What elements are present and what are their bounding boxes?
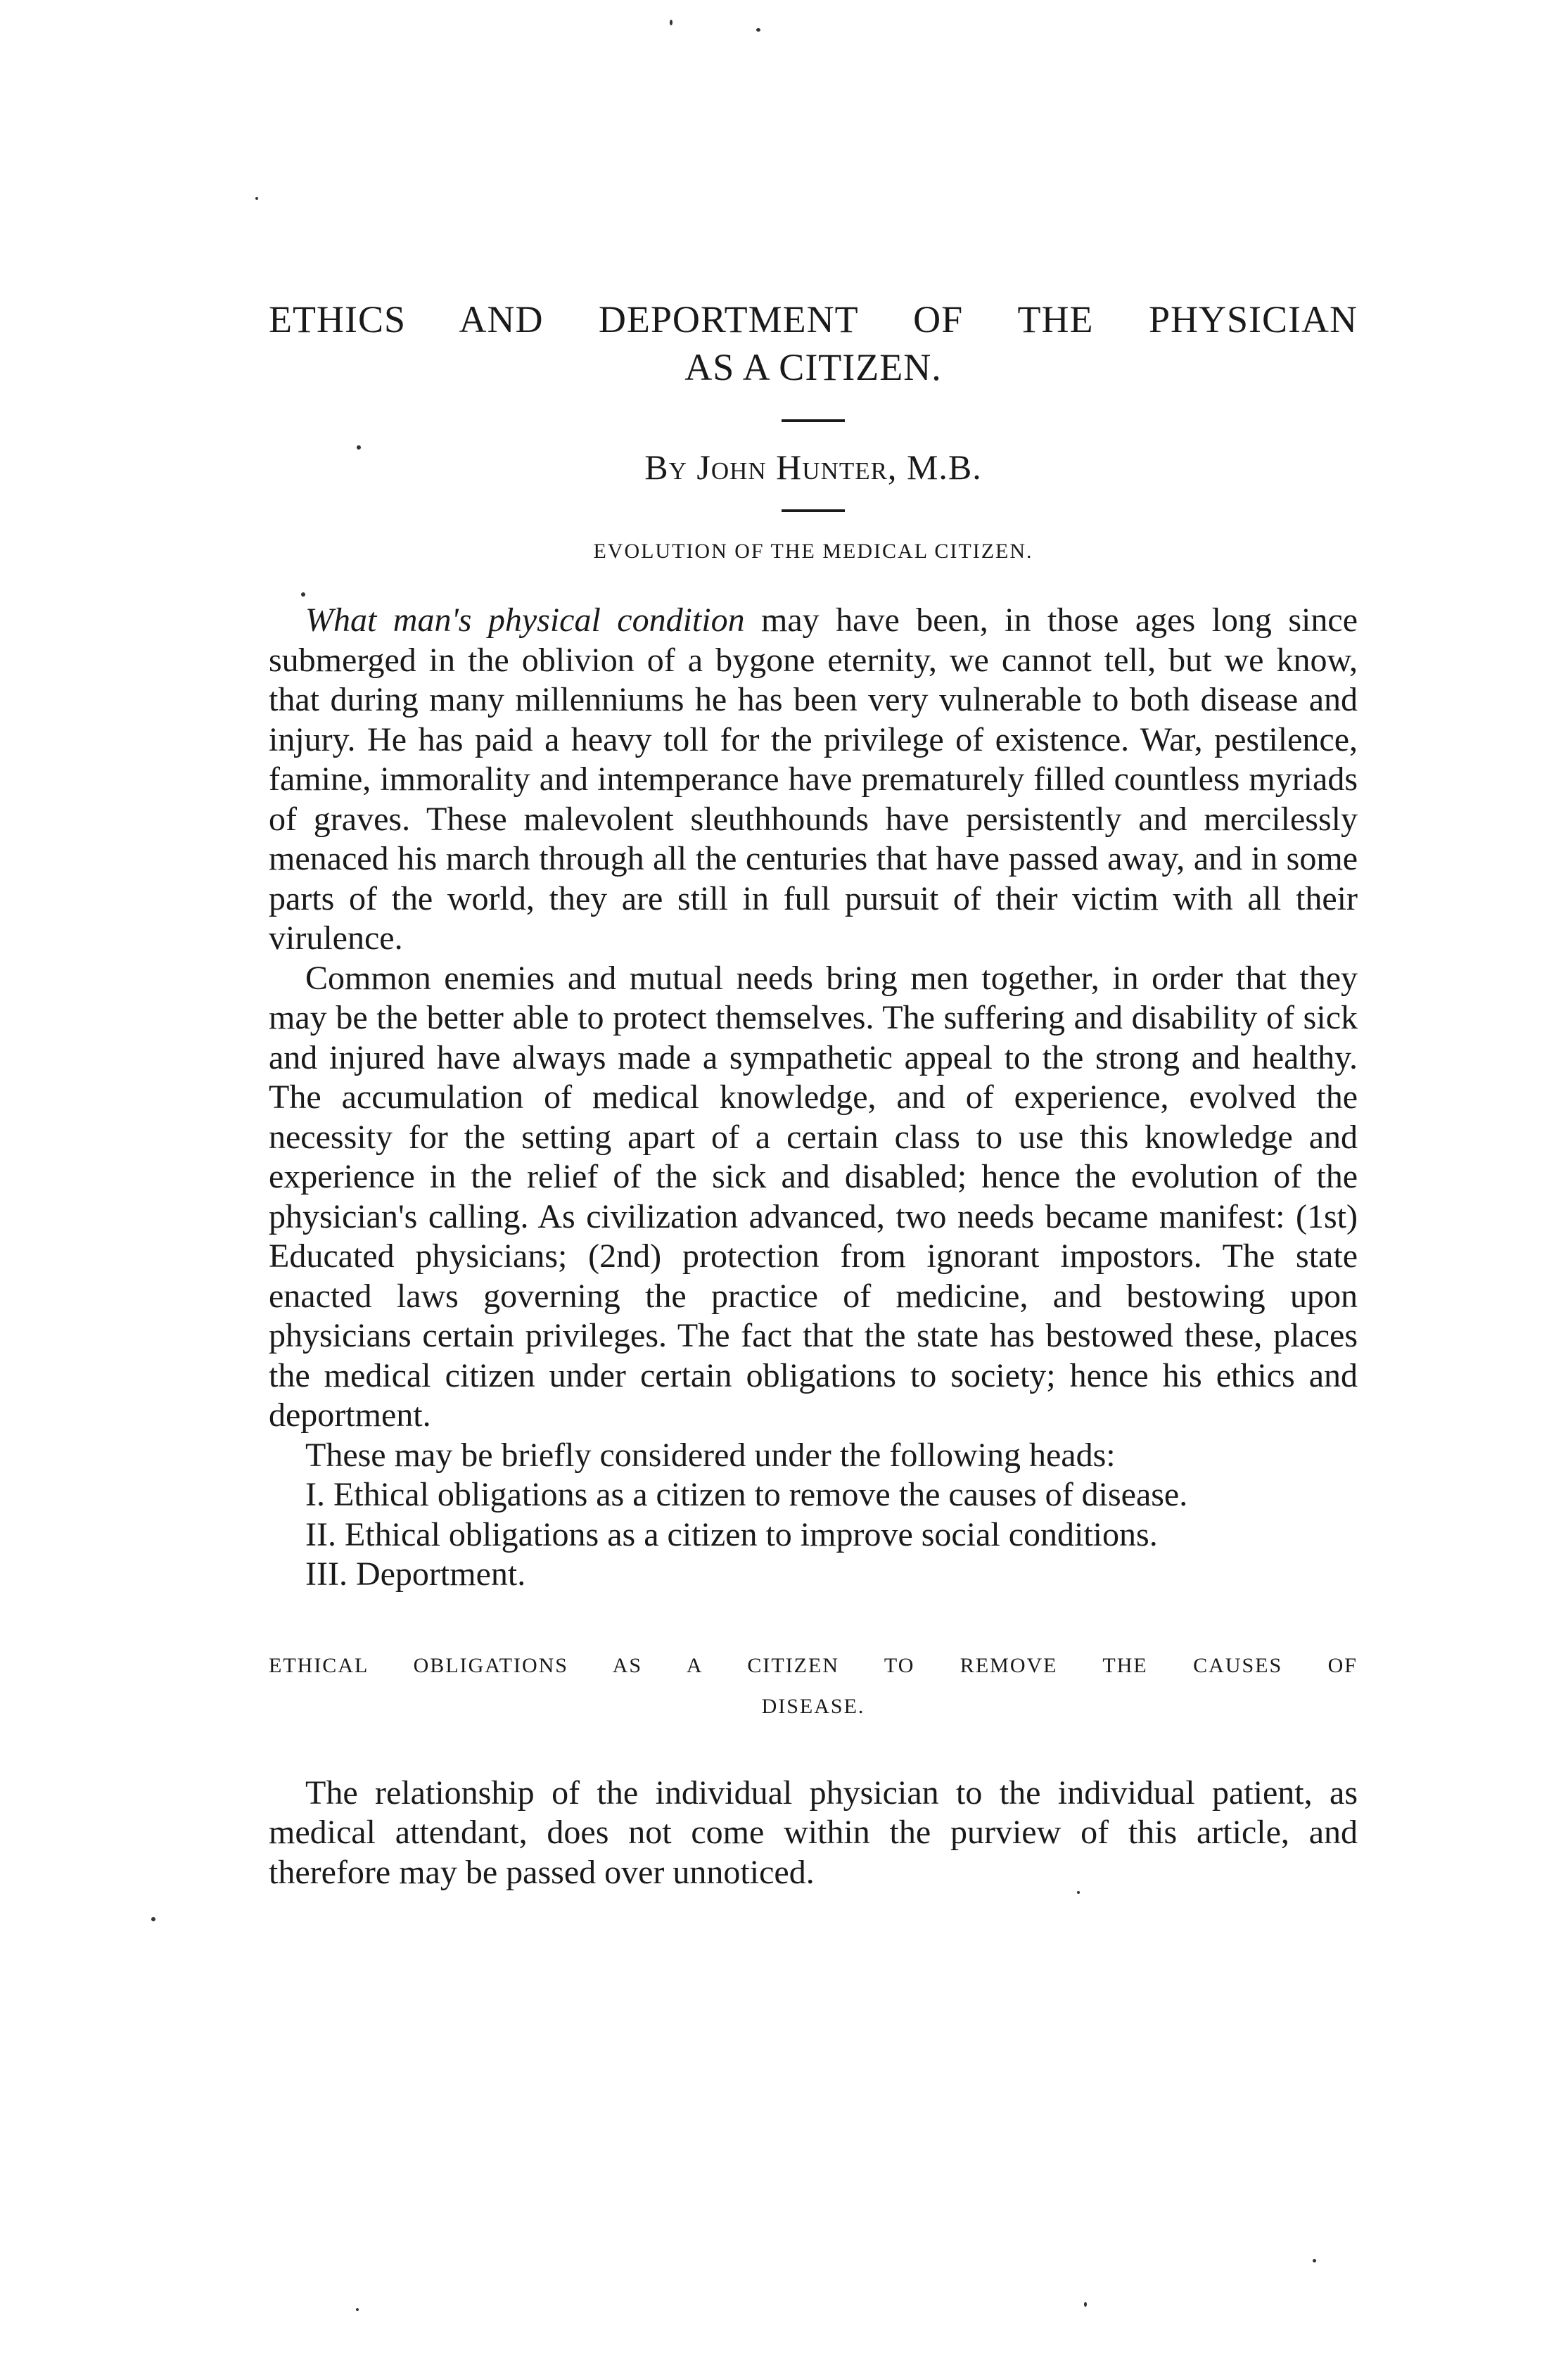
scan-speck [756,28,760,32]
author-degree: M.B. [906,447,982,487]
article-title-line-1: ETHICS AND DEPORTMENT OF THE PHYSICIAN [269,298,1358,340]
title-divider [782,419,845,422]
scan-speck [255,197,258,200]
scan-speck [356,2308,359,2311]
list-item-2: II. Ethical obligations as a citizen to improve social conditions. [305,1515,1158,1553]
section-heading-obligations [269,1645,1358,1727]
scan-speck [357,445,361,450]
author-name: John Hunter, [696,447,898,487]
byline-divider [782,509,845,512]
scan-speck [1313,2259,1316,2262]
scan-speck [1084,2302,1087,2307]
section-heading-evolution: EVOLUTION OF THE MEDICAL CITIZEN. [593,540,1033,563]
article-title-line-2: AS A CITIZEN. [684,346,942,388]
paragraph-1 [269,601,1358,959]
paragraph-4: The relationship of the individual physician to the individual patient, as medical attendant, does not come within the purview of this article, and therefore may be passed over unnoticed. [269,1774,1358,1891]
list-item-3: III. Deportment. [305,1555,526,1593]
scan-speck [670,20,673,25]
section-heading-obligations-line-1: ETHICAL OBLIGATIONS AS A CITIZEN TO REMOVE THE CAUSES OF [269,1653,1358,1677]
list-item-1: I. Ethical obligations as a citizen to remove the causes of disease. [305,1476,1188,1513]
article-page [269,295,1358,1892]
byline [269,446,1358,488]
paragraph-1-italic-opening: What man's physical condition [305,601,745,639]
paragraph-2: Common enemies and mutual needs bring men together, in order that they may be the better able to protect themselves. The suffering and disability of sick and injured have always made a sympathetic appeal to the strong and healthy. The accumulation of medical knowledge, and of experience, evolved the necessity for the setting apart of a certain class to use this knowledge and experience in the relief of the sick and disabled; hence the evolution of the physician's calling. As civilization advanced, two needs became manifest: (1st) Educated physicians; (2nd) protection from ignorant impostors. The state enacted laws governing the practice of medicine, and bestowing upon physicians certain privileges. The fact that the state has bestowed these, places the medical citizen under certain obligations to society; hence his ethics and deportment. [269,959,1358,1434]
paragraph-3: These may be briefly considered under the following heads: [305,1436,1116,1474]
scan-speck [151,1917,155,1921]
paragraph-1-text: may have been, in those ages long since submerged in the oblivion of a bygone eternity, we cannot tell, but we know, that during many millenniums he has been very vulnerable to both disease and injury. He has paid a heavy toll for the privilege of existence. War, pestilence, famine, immorality and intemperance have prematurely filled countless myriads of graves. These malevolent sleuthhounds have persistently and mercilessly menaced his march through all the centuries that have passed away, and in some parts of the world, they are still in full pursuit of their victim with all their virulence. [269,601,1358,957]
scan-speck [301,592,305,597]
scan-speck [1077,1891,1080,1894]
section-heading-obligations-line-2: DISEASE. [761,1694,865,1718]
byline-prefix: By [644,447,687,487]
